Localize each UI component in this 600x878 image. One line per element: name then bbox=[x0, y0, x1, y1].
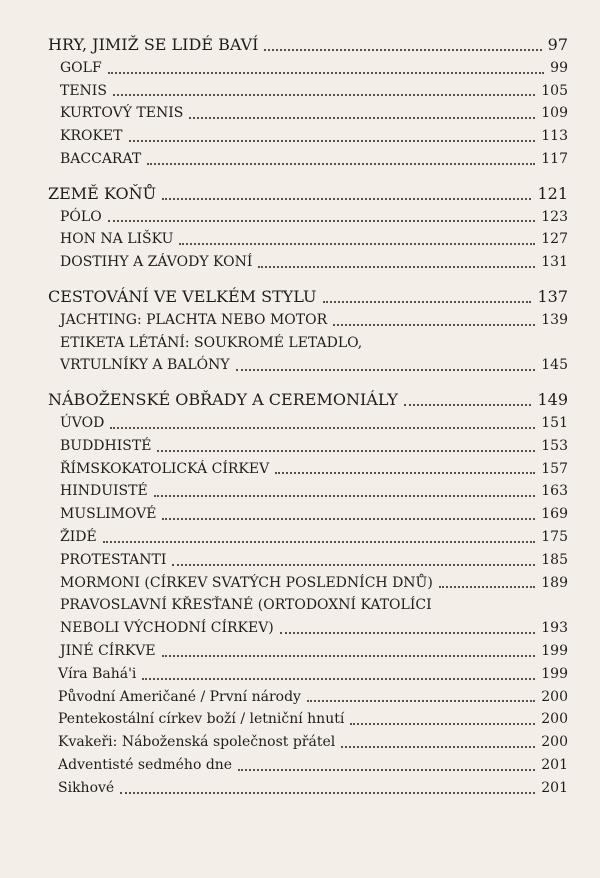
toc-entry-title: ÚVOD bbox=[60, 414, 105, 431]
toc-page-number: 163 bbox=[541, 483, 568, 500]
toc-page-number: 199 bbox=[541, 642, 568, 659]
toc-page-number: 157 bbox=[541, 460, 568, 477]
toc-entry[interactable] bbox=[48, 206, 568, 229]
toc-entry[interactable] bbox=[48, 412, 568, 435]
toc-page-number: 200 bbox=[541, 711, 568, 728]
toc-page-number: 200 bbox=[541, 688, 568, 705]
toc-page-number: 105 bbox=[541, 82, 568, 99]
dot-leader bbox=[341, 746, 535, 748]
toc-entry-title: TENIS bbox=[60, 82, 107, 99]
toc-section-horses bbox=[48, 183, 568, 274]
toc-entry-title: BUDDHISTÉ bbox=[60, 437, 152, 454]
dot-leader bbox=[162, 518, 535, 520]
toc-entry-title: Původní Američané / První národy bbox=[58, 688, 301, 705]
toc-entry-title: PÓLO bbox=[60, 208, 102, 225]
toc-subentry[interactable] bbox=[48, 754, 568, 777]
toc-entry-title: ŽIDÉ bbox=[60, 528, 97, 545]
dot-leader bbox=[275, 472, 535, 474]
toc-entry-title-line1: ETIKETA LÉTÁNÍ: SOUKROMÉ LETADLO, bbox=[60, 334, 363, 351]
toc-entry-title: JINÉ CÍRKVE bbox=[60, 642, 156, 659]
dot-leader bbox=[108, 220, 536, 222]
dot-leader bbox=[280, 632, 535, 634]
toc-entry[interactable] bbox=[48, 435, 568, 458]
toc-entry-title-line1: PRAVOSLAVNÍ KŘESŤANÉ (ORTODOXNÍ KATOLÍCI bbox=[60, 597, 432, 614]
toc-entry[interactable] bbox=[48, 80, 568, 103]
toc-section-header[interactable] bbox=[48, 286, 568, 309]
dot-leader bbox=[147, 163, 535, 165]
toc-entry-title: Kvakeři: Náboženská společnost přátel bbox=[58, 734, 336, 751]
dot-leader bbox=[142, 678, 535, 680]
toc-section-travel bbox=[48, 286, 568, 377]
toc-entry-title-line2: VRTULNÍKY A BALÓNY bbox=[60, 357, 230, 374]
toc-entry-title: BACCARAT bbox=[60, 150, 142, 167]
toc-page-number: 139 bbox=[541, 311, 568, 328]
toc-page-number: 169 bbox=[541, 506, 568, 523]
toc-entry-title: MORMONI (CÍRKEV SVATÝCH POSLEDNÍCH DNŮ) bbox=[60, 574, 433, 591]
dot-leader bbox=[129, 140, 536, 142]
toc-page-number: 193 bbox=[541, 620, 568, 637]
dot-leader bbox=[108, 72, 545, 74]
toc-section-header[interactable] bbox=[48, 183, 568, 206]
toc-page-number: 185 bbox=[541, 551, 568, 568]
toc-section-header[interactable] bbox=[48, 34, 568, 57]
dot-leader bbox=[307, 700, 535, 702]
toc-entry[interactable] bbox=[48, 572, 568, 595]
toc-entry-multiline[interactable] bbox=[48, 594, 568, 640]
toc-entry-title: CESTOVÁNÍ VE VELKÉM STYLU bbox=[48, 286, 317, 306]
toc-page-number: 131 bbox=[541, 254, 568, 271]
dot-leader bbox=[162, 655, 536, 657]
dot-leader bbox=[439, 586, 535, 588]
toc-entry-title: HON NA LIŠKU bbox=[60, 231, 174, 248]
toc-page-number: 123 bbox=[541, 208, 568, 225]
toc-entry-title: ŘÍMSKOKATOLICKÁ CÍRKEV bbox=[60, 460, 270, 477]
toc-page-number: 99 bbox=[550, 59, 568, 76]
toc-page-number: 201 bbox=[541, 779, 568, 796]
toc-page-number: 109 bbox=[541, 105, 568, 122]
toc-entry[interactable] bbox=[48, 503, 568, 526]
toc-page-number: 121 bbox=[537, 183, 568, 203]
toc-entry[interactable] bbox=[48, 640, 568, 663]
toc-subentry[interactable] bbox=[48, 708, 568, 731]
toc-page-number: 127 bbox=[541, 231, 568, 248]
toc-entry[interactable] bbox=[48, 102, 568, 125]
toc-entry-title: HINDUISTÉ bbox=[60, 483, 148, 500]
toc-entry-title: Adventisté sedmého dne bbox=[58, 756, 233, 773]
toc-page-number: 175 bbox=[541, 528, 568, 545]
toc-entry-title: DOSTIHY A ZÁVODY KONÍ bbox=[60, 254, 253, 271]
toc-entry-title: Sikhové bbox=[58, 779, 115, 796]
dot-leader bbox=[189, 117, 535, 119]
toc-entry[interactable] bbox=[48, 148, 568, 171]
toc-entry[interactable] bbox=[48, 309, 568, 332]
toc-page-number: 189 bbox=[541, 574, 568, 591]
toc-subentry[interactable] bbox=[48, 686, 568, 709]
dot-leader bbox=[350, 723, 535, 725]
toc-section-religion bbox=[48, 389, 568, 799]
toc-page-number: 151 bbox=[541, 414, 568, 431]
toc-entry-title: HRY, JIMIŽ SE LIDÉ BAVÍ bbox=[48, 35, 259, 54]
dot-leader bbox=[238, 769, 535, 771]
toc-entry[interactable] bbox=[48, 251, 568, 274]
toc-page-number: 199 bbox=[541, 665, 568, 682]
toc-entry-title: Pentekostální církev boží / letniční hnutí bbox=[58, 711, 345, 728]
dot-leader bbox=[179, 243, 535, 245]
dot-leader bbox=[333, 324, 535, 326]
toc-page-number: 117 bbox=[541, 150, 568, 167]
toc-entry[interactable] bbox=[48, 480, 568, 503]
toc-page-number: 201 bbox=[541, 756, 568, 773]
dot-leader bbox=[120, 792, 535, 794]
toc-subentry[interactable] bbox=[48, 731, 568, 754]
dot-leader bbox=[103, 541, 536, 543]
dot-leader bbox=[264, 49, 541, 51]
toc-entry[interactable] bbox=[48, 549, 568, 572]
dot-leader bbox=[236, 369, 536, 371]
dot-leader bbox=[113, 94, 535, 96]
toc-section-games bbox=[48, 34, 568, 171]
toc-subentry[interactable] bbox=[48, 663, 568, 686]
toc-entry[interactable] bbox=[48, 526, 568, 549]
dot-leader bbox=[157, 450, 535, 452]
toc-entry-title: GOLF bbox=[60, 59, 102, 76]
dot-leader bbox=[110, 427, 535, 429]
toc-entry-title: MUSLIMOVÉ bbox=[60, 506, 157, 523]
toc-entry-title: JACHTING: PLACHTA NEBO MOTOR bbox=[60, 311, 328, 328]
toc-entry[interactable] bbox=[48, 125, 568, 148]
toc-page-number: 149 bbox=[537, 390, 568, 410]
toc-entry[interactable] bbox=[48, 458, 568, 481]
table-of-contents bbox=[48, 34, 568, 812]
toc-entry[interactable] bbox=[48, 57, 568, 80]
dot-leader bbox=[172, 564, 535, 566]
toc-page-number: 145 bbox=[541, 357, 568, 374]
dot-leader bbox=[258, 266, 535, 268]
dot-leader bbox=[162, 198, 531, 200]
toc-entry-title: ZEMĚ KOŇŮ bbox=[48, 183, 157, 203]
toc-page-number: 113 bbox=[541, 128, 568, 145]
toc-entry[interactable] bbox=[48, 228, 568, 251]
toc-entry-title: Víra Bahá'i bbox=[58, 665, 137, 682]
toc-page-number: 200 bbox=[541, 734, 568, 751]
toc-entry-title: KROKET bbox=[60, 128, 123, 145]
dot-leader bbox=[404, 404, 531, 406]
toc-entry-title-line2: NEBOLI VÝCHODNÍ CÍRKEV) bbox=[60, 620, 274, 637]
toc-entry-title: PROTESTANTI bbox=[60, 551, 167, 568]
toc-page-number: 153 bbox=[541, 437, 568, 454]
dot-leader bbox=[154, 495, 536, 497]
toc-entry-title: KURTOVÝ TENIS bbox=[60, 105, 184, 122]
toc-subentry[interactable] bbox=[48, 777, 568, 800]
toc-entry-multiline[interactable] bbox=[48, 332, 568, 378]
toc-section-header[interactable] bbox=[48, 389, 568, 412]
toc-entry-title: NÁBOŽENSKÉ OBŘADY A CEREMONIÁLY bbox=[48, 390, 398, 410]
dot-leader bbox=[323, 301, 532, 303]
toc-page-number: 137 bbox=[537, 286, 568, 306]
toc-page-number: 97 bbox=[547, 35, 568, 54]
